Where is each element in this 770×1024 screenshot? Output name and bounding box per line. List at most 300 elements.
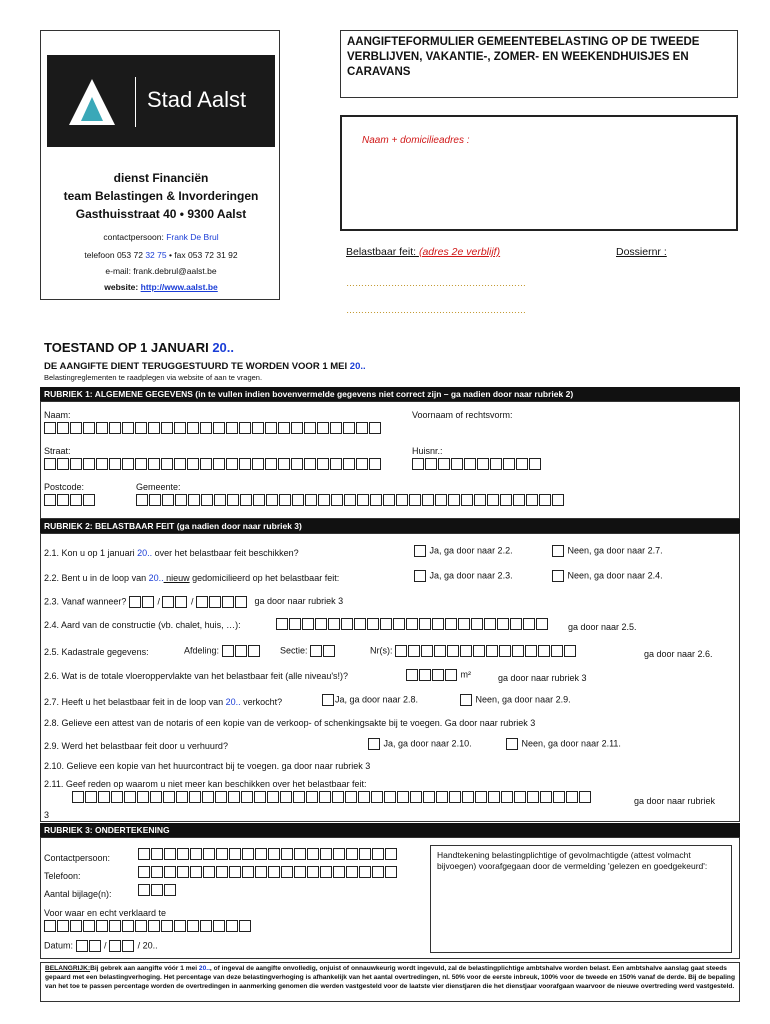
char-box[interactable]	[552, 494, 564, 506]
char-box[interactable]	[307, 866, 319, 878]
char-box[interactable]	[138, 866, 150, 878]
char-box[interactable]	[503, 458, 515, 470]
q23-year[interactable]	[196, 596, 248, 606]
char-box[interactable]	[122, 458, 134, 470]
char-box[interactable]	[268, 848, 280, 860]
char-box[interactable]	[306, 791, 318, 803]
char-box[interactable]	[304, 458, 316, 470]
char-box[interactable]	[461, 494, 473, 506]
char-box[interactable]	[226, 422, 238, 434]
char-box[interactable]	[240, 494, 252, 506]
website-link[interactable]: http://www.aalst.be	[140, 282, 218, 292]
char-box[interactable]	[422, 494, 434, 506]
char-box[interactable]	[281, 848, 293, 860]
phone-prefix: telefoon 053 72	[84, 250, 146, 260]
char-box[interactable]	[358, 791, 370, 803]
char-box[interactable]	[464, 458, 476, 470]
char-box[interactable]	[228, 791, 240, 803]
char-box[interactable]	[553, 791, 565, 803]
char-box[interactable]	[385, 866, 397, 878]
char-box[interactable]	[307, 848, 319, 860]
char-box[interactable]	[445, 618, 457, 630]
char-box[interactable]	[408, 645, 420, 657]
char-box[interactable]	[72, 791, 84, 803]
char-box[interactable]	[423, 791, 435, 803]
q28-text: 2.8. Gelieve een attest van de notaris of een kopie van de verkoop- of schenkingsakte bij te voegen. Ga door naar rubriek 3	[44, 718, 536, 728]
char-box[interactable]	[539, 494, 551, 506]
char-box[interactable]	[239, 458, 251, 470]
voornaam-label: Voornaam of rechtsvorm:	[412, 410, 513, 420]
char-box[interactable]	[176, 791, 188, 803]
char-box[interactable]	[357, 494, 369, 506]
verklaard-input[interactable]	[44, 920, 252, 932]
char-box[interactable]	[96, 422, 108, 434]
char-box[interactable]	[174, 422, 186, 434]
char-box[interactable]	[187, 458, 199, 470]
letterhead-box	[40, 30, 280, 300]
afdeling-input[interactable]	[222, 645, 261, 655]
char-box[interactable]	[151, 848, 163, 860]
char-box[interactable]	[333, 848, 345, 860]
char-box[interactable]	[419, 618, 431, 630]
form-title: AANGIFTEFORMULIER GEMEENTEBELASTING OP DE TWEEDE VERBLIJVEN, VAKANTIE-, ZOMER- EN WEEKENDHUISJES EN CARAVANS	[347, 36, 700, 78]
char-box[interactable]	[447, 645, 459, 657]
char-box[interactable]	[111, 791, 123, 803]
char-box[interactable]	[227, 494, 239, 506]
char-box[interactable]	[255, 848, 267, 860]
name-address-box[interactable]	[340, 115, 738, 231]
char-box[interactable]	[380, 618, 392, 630]
char-box[interactable]	[216, 866, 228, 878]
char-box[interactable]	[164, 848, 176, 860]
sectie-input[interactable]	[310, 645, 336, 655]
char-box[interactable]	[501, 791, 513, 803]
rubriek-1-header: RUBRIEK 1: ALGEMENE GEGEVENS (in te vullen indien bovenvermelde gegevens niet correct zijn – ga nadien door naar rubriek 2)	[40, 387, 740, 401]
char-box[interactable]	[410, 791, 422, 803]
char-box[interactable]	[83, 494, 95, 506]
char-box[interactable]	[302, 618, 314, 630]
q23-end: ga door naar rubriek 3	[254, 596, 344, 607]
bijlagen-input[interactable]	[138, 884, 177, 894]
char-box[interactable]	[451, 458, 463, 470]
char-box[interactable]	[44, 494, 56, 506]
char-box[interactable]	[512, 645, 524, 657]
char-box[interactable]	[200, 920, 212, 932]
char-box[interactable]	[345, 791, 357, 803]
char-box[interactable]	[122, 422, 134, 434]
char-box[interactable]	[305, 494, 317, 506]
char-box[interactable]	[317, 458, 329, 470]
char-box[interactable]	[124, 791, 136, 803]
char-box[interactable]	[460, 645, 472, 657]
char-box[interactable]	[70, 494, 82, 506]
char-box[interactable]	[425, 458, 437, 470]
telefoon-input[interactable]	[138, 866, 398, 878]
q29-yes-label: Ja, ga door naar 2.10.	[383, 738, 472, 749]
char-box[interactable]	[229, 866, 241, 878]
q22-yes-checkbox[interactable]	[414, 570, 426, 582]
straat-input[interactable]	[44, 458, 382, 470]
char-box[interactable]	[449, 791, 461, 803]
char-box[interactable]	[372, 866, 384, 878]
char-box[interactable]	[174, 920, 186, 932]
char-box[interactable]	[369, 458, 381, 470]
char-box[interactable]	[278, 458, 290, 470]
char-box[interactable]	[57, 494, 69, 506]
char-box[interactable]	[239, 422, 251, 434]
char-box[interactable]	[164, 866, 176, 878]
dossier-label: Dossiernr :	[616, 246, 667, 258]
char-box[interactable]	[499, 645, 511, 657]
char-box[interactable]	[149, 494, 161, 506]
char-box[interactable]	[294, 848, 306, 860]
char-box[interactable]	[85, 791, 97, 803]
char-box[interactable]	[540, 791, 552, 803]
char-box[interactable]	[343, 422, 355, 434]
char-box[interactable]	[213, 422, 225, 434]
char-box[interactable]	[252, 458, 264, 470]
char-box[interactable]	[226, 920, 238, 932]
char-box[interactable]	[150, 791, 162, 803]
char-box[interactable]	[292, 494, 304, 506]
aalst-logo-icon	[67, 77, 117, 127]
char-box[interactable]	[148, 458, 160, 470]
contactpersoon-input[interactable]	[138, 848, 398, 860]
q25-text: 2.5. Kadastrale gegevens:	[44, 647, 149, 657]
char-box[interactable]	[579, 791, 591, 803]
char-box[interactable]	[462, 791, 474, 803]
char-box[interactable]	[383, 494, 395, 506]
q22-text-c: gedomicilieerd op het belastbaar feit:	[189, 573, 340, 583]
char-box[interactable]	[354, 618, 366, 630]
char-box[interactable]	[412, 458, 424, 470]
char-box[interactable]	[484, 618, 496, 630]
char-box[interactable]	[527, 791, 539, 803]
char-box[interactable]	[536, 618, 548, 630]
char-box[interactable]	[513, 494, 525, 506]
char-box[interactable]	[267, 791, 279, 803]
char-box[interactable]	[526, 494, 538, 506]
char-box[interactable]	[523, 618, 535, 630]
char-box[interactable]	[174, 458, 186, 470]
char-box[interactable]	[344, 494, 356, 506]
char-box[interactable]	[239, 920, 251, 932]
char-box[interactable]	[396, 494, 408, 506]
char-box[interactable]	[304, 422, 316, 434]
char-box[interactable]	[189, 791, 201, 803]
q23-slash-2: /	[190, 596, 194, 607]
postcode-input[interactable]	[44, 494, 96, 506]
char-box[interactable]	[332, 791, 344, 803]
q23-month[interactable]	[162, 596, 188, 606]
char-box[interactable]	[566, 791, 578, 803]
char-box[interactable]	[359, 866, 371, 878]
char-box[interactable]	[253, 494, 265, 506]
char-box[interactable]	[96, 458, 108, 470]
char-box[interactable]	[474, 494, 486, 506]
char-box[interactable]	[203, 848, 215, 860]
char-box[interactable]	[242, 866, 254, 878]
char-box[interactable]	[538, 645, 550, 657]
char-box[interactable]	[175, 494, 187, 506]
phone-extension: 32 75	[145, 250, 167, 260]
char-box[interactable]	[135, 920, 147, 932]
char-box[interactable]	[330, 422, 342, 434]
char-box[interactable]	[279, 494, 291, 506]
q29-yes-checkbox[interactable]	[368, 738, 380, 750]
char-box[interactable]	[70, 920, 82, 932]
char-box[interactable]	[44, 458, 56, 470]
office-address: Gasthuisstraat 40 • 9300 Aalst	[75, 207, 247, 221]
char-box[interactable]	[448, 494, 460, 506]
char-box[interactable]	[265, 422, 277, 434]
char-box[interactable]	[434, 645, 446, 657]
char-box[interactable]	[486, 645, 498, 657]
char-box[interactable]	[318, 494, 330, 506]
char-box[interactable]	[135, 458, 147, 470]
char-box[interactable]	[317, 422, 329, 434]
char-box[interactable]	[241, 791, 253, 803]
char-box[interactable]	[346, 848, 358, 860]
char-box[interactable]	[487, 494, 499, 506]
char-box[interactable]	[328, 618, 340, 630]
char-box[interactable]	[356, 458, 368, 470]
q22-year: 20..	[148, 573, 164, 583]
q21-yes-checkbox[interactable]	[414, 545, 426, 557]
char-box[interactable]	[294, 866, 306, 878]
char-box[interactable]	[242, 848, 254, 860]
char-box[interactable]	[109, 458, 121, 470]
char-box[interactable]	[203, 866, 215, 878]
address-line-2[interactable]: ……………………………………………………	[346, 305, 526, 315]
char-box[interactable]	[510, 618, 522, 630]
char-box[interactable]	[188, 494, 200, 506]
char-box[interactable]	[438, 458, 450, 470]
char-box[interactable]	[83, 920, 95, 932]
char-box[interactable]	[278, 422, 290, 434]
char-box[interactable]	[57, 920, 69, 932]
straat-label: Straat:	[44, 446, 71, 456]
char-box[interactable]	[393, 618, 405, 630]
char-box[interactable]	[516, 458, 528, 470]
char-box[interactable]	[435, 494, 447, 506]
naam-input[interactable]	[44, 422, 382, 434]
char-box[interactable]	[395, 645, 407, 657]
char-box[interactable]	[529, 458, 541, 470]
char-box[interactable]	[291, 422, 303, 434]
char-box[interactable]	[320, 866, 332, 878]
char-box[interactable]	[289, 618, 301, 630]
char-box[interactable]	[280, 791, 292, 803]
char-box[interactable]	[356, 422, 368, 434]
char-box[interactable]	[343, 458, 355, 470]
char-box[interactable]	[254, 791, 266, 803]
q27-no-label: Neen, ga door naar 2.9.	[475, 694, 571, 705]
char-box[interactable]	[136, 494, 148, 506]
char-box[interactable]	[137, 791, 149, 803]
char-box[interactable]	[331, 494, 343, 506]
q27-text: 2.7. Heeft u het belastbaar feit in de loop van	[44, 697, 226, 707]
q21-no-checkbox[interactable]	[552, 545, 564, 557]
char-box[interactable]	[436, 791, 448, 803]
char-box[interactable]	[216, 848, 228, 860]
char-box[interactable]	[190, 866, 202, 878]
char-box[interactable]	[432, 618, 444, 630]
char-box[interactable]	[330, 458, 342, 470]
q27-text-b: verkocht?	[240, 697, 283, 707]
char-box[interactable]	[268, 866, 280, 878]
char-box[interactable]	[369, 422, 381, 434]
logo	[47, 55, 275, 147]
char-box[interactable]	[213, 458, 225, 470]
char-box[interactable]	[122, 920, 134, 932]
char-box[interactable]	[135, 422, 147, 434]
char-box[interactable]	[276, 618, 288, 630]
char-box[interactable]	[514, 791, 526, 803]
char-box[interactable]	[564, 645, 576, 657]
char-box[interactable]	[372, 848, 384, 860]
char-box[interactable]	[190, 848, 202, 860]
char-box[interactable]	[163, 791, 175, 803]
huisnr-input[interactable]	[412, 458, 542, 470]
char-box[interactable]	[151, 866, 163, 878]
char-box[interactable]	[161, 920, 173, 932]
char-box[interactable]	[109, 920, 121, 932]
char-box[interactable]	[409, 494, 421, 506]
char-box[interactable]	[213, 920, 225, 932]
char-box[interactable]	[148, 422, 160, 434]
char-box[interactable]	[161, 458, 173, 470]
q29-no-checkbox[interactable]	[506, 738, 518, 750]
char-box[interactable]	[226, 458, 238, 470]
char-box[interactable]	[371, 791, 383, 803]
datum-day[interactable]	[76, 940, 102, 950]
char-box[interactable]	[291, 458, 303, 470]
char-box[interactable]	[490, 458, 502, 470]
char-box[interactable]	[471, 618, 483, 630]
char-box[interactable]	[497, 618, 509, 630]
char-box[interactable]	[255, 866, 267, 878]
char-box[interactable]	[477, 458, 489, 470]
char-box[interactable]	[367, 618, 379, 630]
char-box[interactable]	[397, 791, 409, 803]
char-box[interactable]	[161, 422, 173, 434]
q22-no-label: Neen, ga door naar 2.4.	[567, 570, 663, 581]
char-box[interactable]	[229, 848, 241, 860]
char-box[interactable]	[200, 458, 212, 470]
q26-input[interactable]	[406, 669, 458, 679]
q23-day[interactable]	[129, 596, 155, 606]
char-box[interactable]	[370, 494, 382, 506]
char-box[interactable]	[177, 848, 189, 860]
gemeente-input[interactable]	[136, 494, 565, 506]
char-box[interactable]	[187, 422, 199, 434]
char-box[interactable]	[83, 458, 95, 470]
char-box[interactable]	[265, 458, 277, 470]
m2-unit: m²	[460, 669, 472, 680]
char-box[interactable]	[319, 791, 331, 803]
signature-box[interactable]	[430, 845, 732, 953]
char-box[interactable]	[488, 791, 500, 803]
char-box[interactable]	[385, 848, 397, 860]
char-box[interactable]	[293, 791, 305, 803]
q24-text: 2.4. Aard van de constructie (vb. chalet, huis, …):	[44, 620, 241, 630]
char-box[interactable]	[70, 422, 82, 434]
char-box[interactable]	[96, 920, 108, 932]
rubriek-2-header: RUBRIEK 2: BELASTBAAR FEIT (ga nadien door naar rubriek 3)	[40, 519, 740, 533]
char-box[interactable]	[320, 848, 332, 860]
char-box[interactable]	[200, 422, 212, 434]
char-box[interactable]	[83, 422, 95, 434]
q211-input[interactable]	[72, 791, 592, 803]
char-box[interactable]	[177, 866, 189, 878]
char-box[interactable]	[266, 494, 278, 506]
char-box[interactable]	[214, 494, 226, 506]
q22-no-checkbox[interactable]	[552, 570, 564, 582]
q23-text: 2.3. Vanaf wanneer?	[44, 596, 127, 607]
char-box[interactable]	[201, 494, 213, 506]
q26-text: 2.6. Wat is de totale vloeroppervlakte van het belastbaar feit (alle niveau's!)?	[44, 671, 349, 681]
q27-yes-checkbox[interactable]	[322, 694, 334, 706]
char-box[interactable]	[333, 866, 345, 878]
char-box[interactable]	[346, 866, 358, 878]
char-box[interactable]	[252, 422, 264, 434]
char-box[interactable]	[138, 848, 150, 860]
char-box[interactable]	[341, 618, 353, 630]
char-box[interactable]	[551, 645, 563, 657]
char-box[interactable]	[109, 422, 121, 434]
logo-divider	[135, 77, 136, 127]
char-box[interactable]	[57, 458, 69, 470]
char-box[interactable]	[148, 920, 160, 932]
notice-text-b: , of ingeval de aangifte onvolledig, onjuist of onnauwkeurig wordt ingevuld, zal de belastingplichtige ambtshalve worden belast. Een ambtshalve aanslag gaat steeds gepaard met een belastingverhoging. Het percentage van deze belastingverhoging is afhankelijk van het aantal overtredingen, nl. 50% voor de eerste inbreuk, 100% voor de tweede en 150% vanaf de derde. Bij de bepaling van het toe te passen percentage worden de overtredingen in aanmerking genomen die werden vastgesteld voor de laatste vier dienstjaren die het dienstjaar voorafgaan waarvoor de nieuwe overtreding werd vastgesteld.	[45, 965, 735, 990]
char-box[interactable]	[57, 422, 69, 434]
char-box[interactable]	[384, 791, 396, 803]
q27-no-checkbox[interactable]	[460, 694, 472, 706]
char-box[interactable]	[406, 618, 418, 630]
q27-yes-label: Ja, ga door naar 2.8.	[335, 694, 419, 705]
char-box[interactable]	[473, 645, 485, 657]
char-box[interactable]	[162, 494, 174, 506]
char-box[interactable]	[500, 494, 512, 506]
char-box[interactable]	[315, 618, 327, 630]
datum-month[interactable]	[109, 940, 135, 950]
char-box[interactable]	[70, 458, 82, 470]
char-box[interactable]	[44, 920, 56, 932]
char-box[interactable]	[281, 866, 293, 878]
char-box[interactable]	[475, 791, 487, 803]
datum-label: Datum:	[44, 940, 74, 951]
q24-input[interactable]	[276, 618, 549, 630]
important-notice	[40, 962, 740, 1002]
char-box[interactable]	[359, 848, 371, 860]
char-box[interactable]	[458, 618, 470, 630]
char-box[interactable]	[421, 645, 433, 657]
char-box[interactable]	[202, 791, 214, 803]
huisnr-label: Huisnr.:	[412, 446, 443, 456]
char-box[interactable]	[98, 791, 110, 803]
team-name: team Belastingen & Invorderingen	[63, 189, 259, 203]
q29-no-label: Neen, ga door naar 2.11.	[521, 738, 621, 749]
nrs-input[interactable]	[395, 645, 577, 655]
char-box[interactable]	[525, 645, 537, 657]
form-title-box	[340, 30, 738, 98]
char-box[interactable]	[44, 422, 56, 434]
char-box[interactable]	[215, 791, 227, 803]
q25-end: ga door naar 2.6.	[644, 649, 713, 659]
address-line-1[interactable]: ……………………………………………………	[346, 278, 526, 288]
char-box[interactable]	[187, 920, 199, 932]
